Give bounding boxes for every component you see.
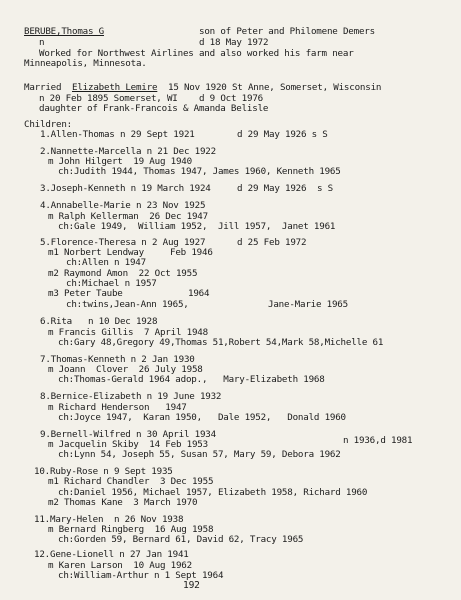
children-label: Children: bbox=[24, 118, 72, 130]
child-entry: 3.Joseph-Kenneth n 19 March 1924 bbox=[40, 183, 211, 195]
child-death: d 25 Feb 1972 bbox=[237, 236, 307, 248]
child-marriage: m John Hilgert 19 Aug 1940 bbox=[48, 156, 192, 168]
child-marriage: m1 Richard Chandler 3 Dec 1955 bbox=[48, 476, 214, 488]
child-marriage: m Bernard Ringberg 16 Aug 1958 bbox=[48, 524, 214, 536]
child-marriage: m2 Thomas Kane 3 March 1970 bbox=[48, 497, 198, 508]
child-entry: 5.Florence-Theresa n 2 Aug 1927 bbox=[40, 236, 206, 248]
child-entry: 10.Ruby-Rose n 9 Sept 1935 bbox=[34, 466, 173, 478]
page-number: 192 bbox=[183, 580, 200, 591]
spouse-birth: n 20 Feb 1895 Somerset, WI bbox=[39, 92, 178, 104]
occupation-line-2: Minneapolis, Minnesota. bbox=[24, 57, 147, 69]
child-children: ch:Gale 1949, William 1952, Jill 1957, Janet 1961 bbox=[58, 220, 336, 232]
occupation-line-1: Worked for Northwest Airlines and also worked his farm near bbox=[39, 47, 354, 59]
child-children: ch:Judith 1944, Thomas 1947, James 1960, Kenneth 1965 bbox=[58, 166, 341, 178]
spouse-birth-death: n 1936,d 1981 bbox=[343, 435, 413, 447]
child-death: d 29 May 1926 s S bbox=[237, 183, 333, 195]
child-marriage: m Ralph Kellerman 26 Dec 1947 bbox=[48, 210, 208, 222]
child-children: ch:twins,Jean-Ann 1965, bbox=[66, 298, 189, 310]
child-children: ch:Lynn 54, Joseph 55, Susan 57, Mary 59, Debora 1962 bbox=[58, 449, 341, 461]
child-entry: 4.Annabelle-Marie n 23 Nov 1925 bbox=[40, 200, 206, 212]
child-entry: 12.Gene-Lionell n 27 Jan 1941 bbox=[34, 549, 189, 561]
child-children: ch:Gorden 59, Bernard 61, David 62, Tracy 1965 bbox=[58, 534, 304, 546]
child-children: ch:Allen n 1947 bbox=[66, 257, 146, 269]
child-entry: 1.Allen-Thomas n 29 Sept 1921 bbox=[40, 129, 195, 140]
child-marriage: m2 Raymond Amon 22 Oct 1955 bbox=[48, 267, 198, 279]
marriage-prefix: Married bbox=[24, 82, 62, 94]
child-marriage: m1 Norbert Lendway bbox=[48, 247, 144, 258]
child-marriage-date: Feb 1946 bbox=[170, 247, 213, 258]
person-death: d 18 May 1972 bbox=[199, 37, 269, 49]
person-name: BERUBE,Thomas G bbox=[24, 26, 104, 37]
child-children-cont: Jane-Marie 1965 bbox=[268, 298, 348, 310]
child-marriage: m3 Peter Taube bbox=[48, 288, 123, 300]
spouse-name: Elizabeth Lemire bbox=[72, 82, 158, 94]
child-entry: 9.Bernell-Wilfred n 30 April 1934 bbox=[40, 428, 216, 440]
child-marriage: m Francis Gillis 7 April 1948 bbox=[48, 326, 208, 338]
person-birth: n bbox=[39, 37, 45, 49]
child-marriage: m Richard Henderson 1947 bbox=[48, 401, 187, 413]
child-marriage: m Karen Larson 10 Aug 1962 bbox=[48, 559, 192, 571]
marriage-details: 15 Nov 1920 St Anne, Somerset, Wisconsin bbox=[167, 82, 382, 94]
child-children: ch:Joyce 1947, Karan 1950, Dale 1952, Donald 1960 bbox=[58, 411, 346, 423]
child-entry: 11.Mary-Helen n 26 Nov 1938 bbox=[34, 513, 184, 525]
child-children: ch:Michael n 1957 bbox=[66, 277, 157, 289]
child-children: ch:Thomas-Gerald 1964 adop., Mary-Elizabeth 1968 bbox=[58, 374, 325, 386]
child-children: ch:William-Arthur n 1 Sept 1964 bbox=[58, 570, 224, 581]
spouse-death: d 9 Oct 1976 bbox=[199, 92, 263, 104]
spouse-parents: daughter of Frank-Francois & Amanda Belisle bbox=[39, 102, 269, 114]
child-death: d 29 May 1926 s S bbox=[237, 129, 328, 140]
child-entry: 8.Bernice-Elizabeth n 19 June 1932 bbox=[40, 391, 222, 403]
child-entry: 6.Rita n 10 Dec 1928 bbox=[40, 316, 158, 328]
child-entry: 7.Thomas-Kenneth n 2 Jan 1930 bbox=[40, 353, 195, 365]
person-parents: son of Peter and Philomene Demers bbox=[199, 26, 375, 37]
child-children: ch:Gary 48,Gregory 49,Thomas 51,Robert 54,Mark 58,Michelle 61 bbox=[58, 336, 384, 348]
child-marriage-date: 1964 bbox=[188, 288, 210, 300]
child-marriage: m Joann Clover 26 July 1958 bbox=[48, 364, 203, 375]
child-children: ch:Daniel 1956, Michael 1957, Elizabeth 1958, Richard 1960 bbox=[58, 486, 368, 498]
child-entry: 2.Nannette-Marcella n 21 Dec 1922 bbox=[40, 145, 216, 157]
child-marriage: m Jacquelin Skiby 14 Feb 1953 bbox=[48, 438, 208, 450]
